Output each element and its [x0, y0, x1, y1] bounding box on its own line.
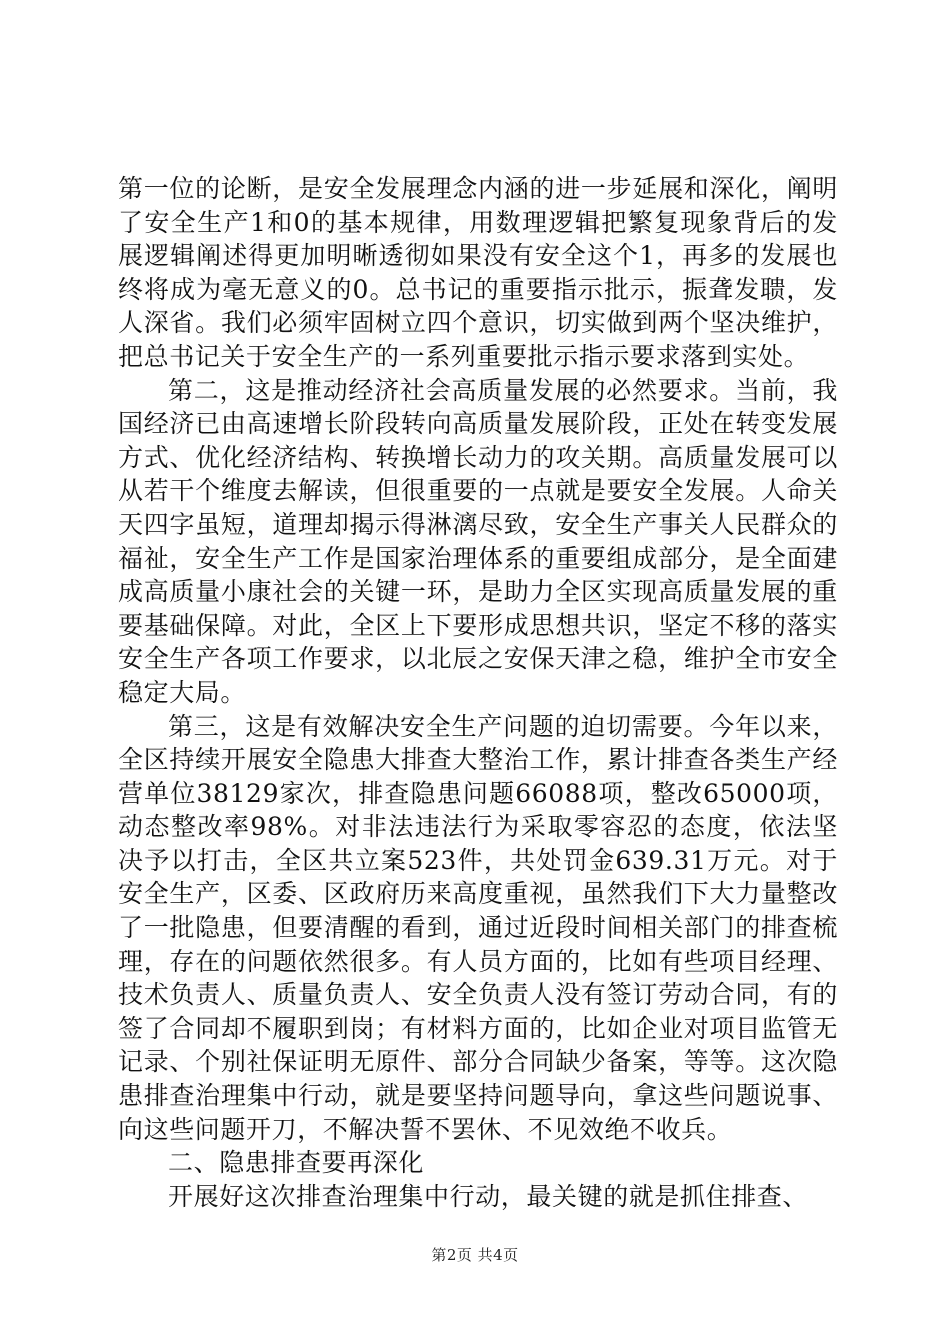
document-body [118, 172, 838, 1213]
paragraph-continuation: 第一位的论断，是安全发展理念内涵的进一步延展和深化，阐明了安全生产1和0的基本规律，用数理逻辑把繁复现象背后的发展逻辑阐述得更加明晰透彻如果没有安全这个1，再多的发展也终将成为毫无意义的0。总书记的重要指示批示，振聋发聩，发人深省。我们必须牢固树立四个意识，切实做到两个坚决维护，把总书记关于安全生产的一系列重要批示指示要求落到实处。 [118, 174, 838, 371]
paragraph-section-intro: 开展好这次排查治理集中行动，最关键的就是抓住排查、 [168, 1181, 809, 1211]
paragraph-second-point: 第二，这是推动经济社会高质量发展的必然要求。当前，我国经济已由高速增长阶段转向高质量发展阶段，正处在转变发展方式、优化经济结构、转换增长动力的攻关期。高质量发展可以从若干个维度去解读，但很重要的一点就是要安全发展。人命关天四字虽短，道理却揭示得淋漓尽致，安全生产事关人民群众的福祉，安全生产工作是国家治理体系的重要组成部分，是全面建成高质量小康社会的关键一环，是助力全区实现高质量发展的重要基础保障。对此，全区上下要形成思想共识，坚定不移的落实安全生产各项工作要求，以北辰之安保天津之稳，维护全市安全稳定大局。 [118, 375, 838, 707]
paragraph-third-point: 第三，这是有效解决安全生产问题的迫切需要。今年以来，全区持续开展安全隐患大排查大整治工作，累计排查各类生产经营单位38129家次，排查隐患问题66088项，整改65000项，动态整改率98%。对非法违法行为采取零容忍的态度，依法坚决予以打击，全区共立案523件，共处罚金639.31万元。对于安全生产，区委、区政府历来高度重视，虽然我们下大力量整改了一批隐患，但要清醒的看到，通过近段时间相关部门的排查梳理，存在的问题依然很多。有人员方面的，比如有些项目经理、技术负责人、质量负责人、安全负责人没有签订劳动合同，有的签了合同却不履职到岗；有材料方面的，比如企业对项目监管无记录、个别社保证明无原件、部分合同缺少备案，等等。这次隐患排查治理集中行动，就是要坚持问题导向，拿这些问题说事、向这些问题开刀，不解决誓不罢休、不见效绝不收兵。 [118, 711, 838, 1144]
page-number-footer: 第2页 共4页 [431, 1246, 519, 1264]
section-heading: 二、隐患排查要再深化 [168, 1148, 425, 1178]
